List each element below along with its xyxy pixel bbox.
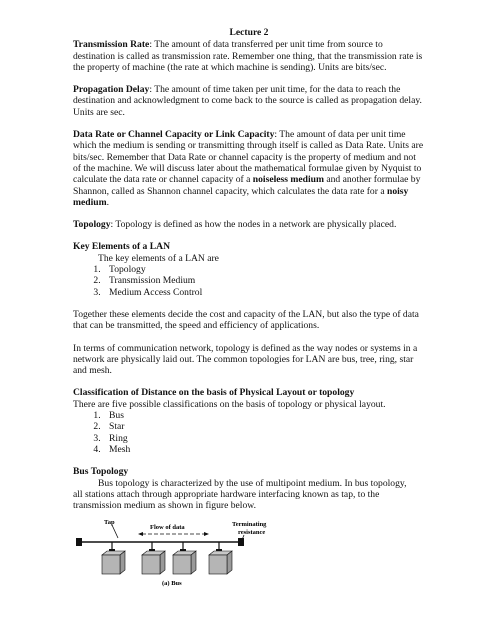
propagation-delay-paragraph <box>73 84 425 118</box>
terminator-right <box>238 538 244 546</box>
data-rate-text-3: . <box>106 196 109 208</box>
document-body <box>73 27 425 511</box>
bus-topology-heading: Bus Topology <box>73 466 129 478</box>
key-elements-intro: The key elements of a LAN are <box>98 252 219 264</box>
tap-label: Tap <box>104 519 115 526</box>
terminator-left <box>76 538 82 546</box>
topology-terms-paragraph: In terms of communication network, topology is defined as the way nodes or systems in a network are physically laid out. The common topologies for LAN are bus, tree, ring, star and mesh. <box>73 342 418 377</box>
classification-list <box>73 410 425 455</box>
data-rate-term: Data Rate or Channel Capacity or Link Capacity <box>73 129 275 141</box>
list-item: 4. Mesh <box>103 444 425 455</box>
key-elements-heading: Key Elements of a LAN <box>73 241 170 253</box>
figure-caption: (a) Bus <box>162 580 182 587</box>
key-elements-list <box>73 264 425 298</box>
bus-diagram <box>72 515 282 590</box>
list-item: 3. Medium Access Control <box>103 287 425 298</box>
list-item: 1. Bus <box>103 410 425 421</box>
station-2 <box>142 542 165 574</box>
noiseless-medium-term: noiseless medium <box>252 174 324 186</box>
topology-paragraph <box>73 219 425 230</box>
classification-intro: There are five possible classifications on the basis of topology or physical layout. <box>73 398 386 410</box>
transmission-rate-term: Transmission Rate <box>73 39 150 51</box>
station-1 <box>102 542 125 574</box>
propagation-delay-text: : The amount of time taken per unit time, for the data to reach the destination and acknowledgment to come back to the source is called as propagation delay. Units are sec. <box>73 84 422 118</box>
flow-of-data-label: Flow of data <box>150 524 185 531</box>
topology-term: Topology <box>73 219 111 231</box>
bus-topology-line-1: Bus topology is characterized by the use of multipoint medium. In bus topology, <box>98 477 407 489</box>
bus-topology-figure <box>72 515 282 590</box>
data-rate-text-1: : The amount of data per unit time which the medium is sending or transmitting through itself is called as Data Rate. Units are bits/sec. Remember that Data Rate or channel capacity is the property of medium and not of the machine. We will discuss later about the mathematical formulae given by Nyquist to calculate the data rate or channel capacity of a <box>73 129 424 186</box>
propagation-delay-term: Propagation Delay <box>73 84 150 96</box>
noisy-medium-term: noisy medium <box>73 185 409 208</box>
list-item: 2. Transmission Medium <box>103 275 425 286</box>
list-item: 1. Topology <box>103 264 425 275</box>
list-item: 3. Ring <box>103 433 425 444</box>
classification-heading: Classification of Distance on the basis of Physical Layout or topology <box>73 387 355 399</box>
lecture-title: Lecture 2 <box>229 27 269 38</box>
topology-text: : Topology is defined as how the nodes in a network are physically placed. <box>110 219 397 231</box>
tap-pointer-line <box>112 525 118 538</box>
bus-topology-line-2: all stations attach through appropriate hardware interfacing known as tap, to the transmission medium as shown in figure below. <box>73 488 380 512</box>
station-3 <box>173 542 196 574</box>
together-paragraph: Together these elements decide the cost and capacity of the LAN, but also the type of data that can be transmitted, the speed and efficiency of applications. <box>73 308 419 332</box>
transmission-rate-paragraph <box>73 39 425 73</box>
arrow-left-icon <box>138 532 143 536</box>
list-item: 2. Star <box>103 421 425 432</box>
terminating-label: Terminating <box>232 521 267 528</box>
transmission-rate-text: : The amount of data transferred per unit time from source to destination is called as transmission rate. Remember one thing, that the transmission rate is the property of machine (the rate at which machine is sending). Units are bits/sec. <box>73 39 423 73</box>
arrow-right-icon <box>204 532 209 536</box>
station-4 <box>209 542 232 574</box>
data-rate-paragraph <box>73 129 425 208</box>
data-rate-text-2: and another formulae by Shannon, called as Shannon channel capacity, which calculates the data rate for a <box>73 174 421 197</box>
resistance-label: resistance <box>238 529 266 536</box>
